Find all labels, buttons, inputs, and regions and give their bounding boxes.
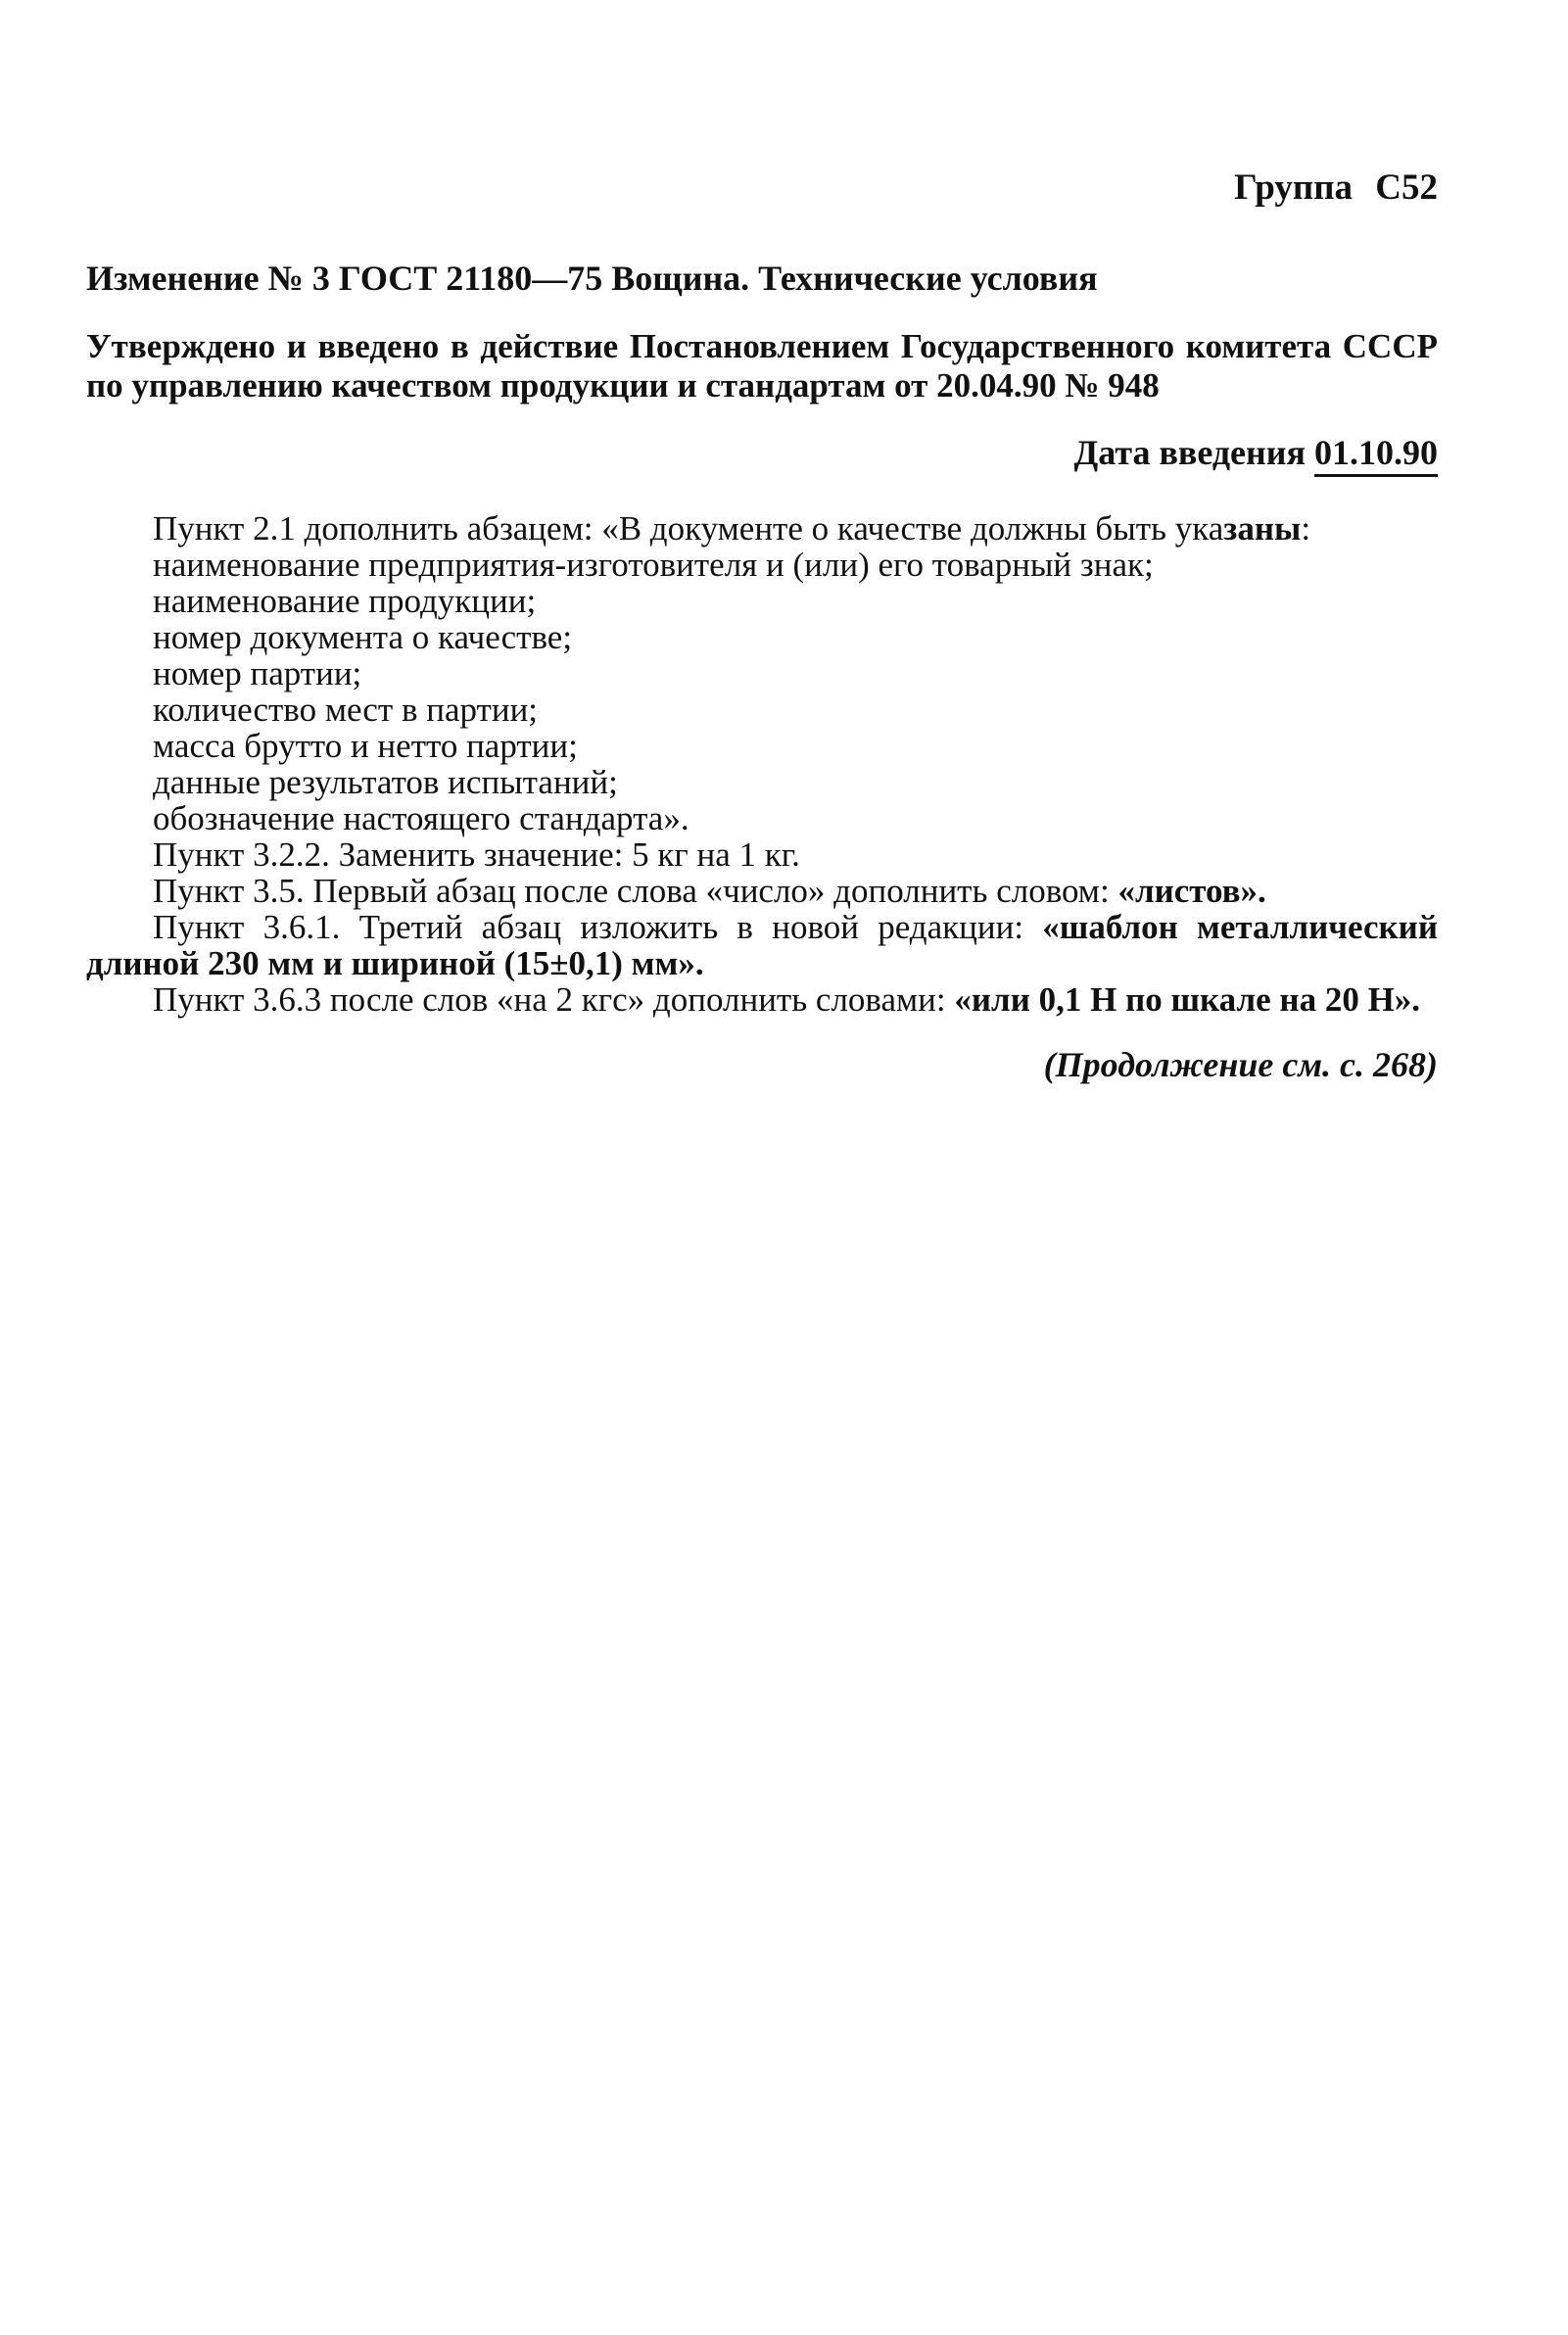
list-item: данные результатов испытаний;: [153, 763, 618, 801]
paragraph-2-1: Пункт 2.1 дополнить абзацем: «В документе о качестве должны быть указаны:: [153, 509, 1311, 548]
list-item: номер документа о качестве;: [153, 618, 573, 656]
effective-date: [86, 431, 1438, 477]
list-item: масса брутто и нетто партии;: [153, 727, 578, 765]
list-item: номер партии;: [153, 654, 362, 692]
list-item: наименование продукции;: [153, 582, 537, 620]
group-code: Группа С52: [1234, 167, 1438, 208]
list-item: обозначение настоящего стандарта».: [153, 799, 689, 837]
effective-date-label: Дата введения: [1073, 433, 1306, 472]
paragraph-3-6-3: Пункт 3.6.3 после слов «на 2 кгс» дополнить словами: «или 0,1 Н по шкале на 20 Н».: [153, 980, 1421, 1019]
document-body: [86, 510, 1438, 1018]
paragraph-3-2-2: Пункт 3.2.2. Заменить значение: 5 кг на 1 кг.: [153, 835, 800, 874]
effective-date-value: 01.10.90: [1314, 433, 1438, 477]
document-title: Изменение № 3 ГОСТ 21180—75 Вощина. Технические условия: [86, 259, 1098, 298]
paragraph-3-5: Пункт 3.5. Первый абзац после слова «число» дополнить словом: «листов».: [153, 872, 1266, 910]
approval-statement: Утверждено и введено в действие Постановлением Государственного комитета СССР по управлению качеством продукции и стандартам от 20.04.90 № 948: [86, 327, 1438, 405]
list-item: наименование предприятия-изготовителя и (или) его товарный знак;: [153, 546, 1154, 584]
paragraph-3-6-1: Пункт 3.6.1. Третий абзац изложить в новой редакции: «шаблон металлический длиной 230 мм и шириной (15±0,1) мм».: [86, 908, 1438, 982]
list-item: количество мест в партии;: [153, 691, 539, 729]
continuation-note: (Продолжение см. с. 268): [1043, 1045, 1438, 1084]
document-page: [86, 167, 1438, 1086]
